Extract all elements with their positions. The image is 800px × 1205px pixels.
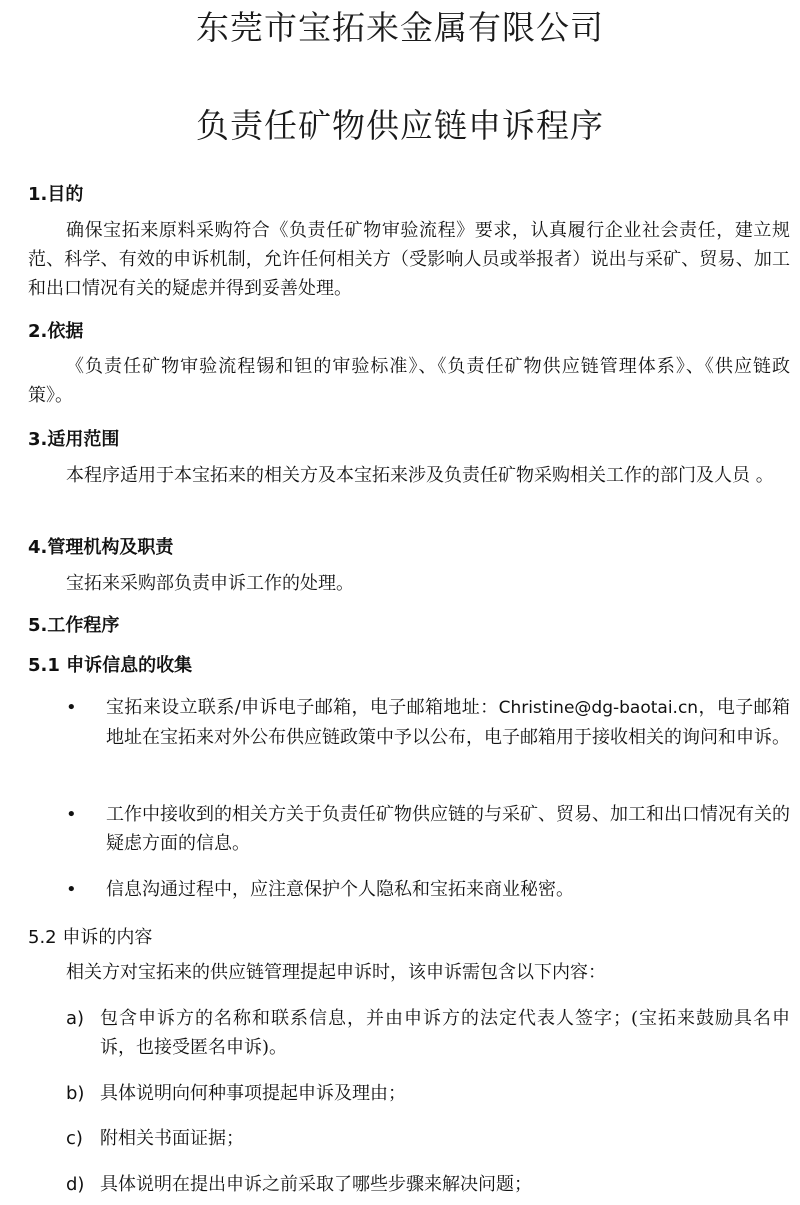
section-3-heading: 3.适用范围	[28, 429, 120, 450]
bullet-text	[106, 693, 790, 752]
section-1-heading: 1.目的	[28, 184, 84, 205]
section-4-text: 宝拓来采购部负责申诉工作的处理。	[66, 573, 354, 594]
bullet-text-pre: 宝拓来设立联系/申诉电子邮箱，电子邮箱地址：	[106, 697, 499, 718]
bullet-dot-icon: •	[66, 804, 77, 825]
section-4-heading: 4.管理机构及职责	[28, 537, 174, 558]
email-address: Christine@dg-baotai.cn	[498, 698, 699, 718]
bullet-text: 信息沟通过程中，应注意保护个人隐私和宝拓来商业秘密。	[106, 879, 574, 900]
bullet-dot-icon: •	[66, 879, 77, 900]
bullet-dot-icon: •	[66, 697, 77, 718]
section-2-heading: 2.依据	[28, 321, 84, 342]
bullet-text-post: ，电子邮箱地址在宝拓来对外公布供应链政策中予以公布，电子邮箱用于接收相关的询问和申诉。	[106, 697, 791, 748]
section-1-text: 确保宝拓来原料采购符合《负责任矿物审验流程》要求，认真履行企业社会责任，建立规范、科学、有效的申诉机制，允许任何相关方（受影响人员或举报者）说出与采矿、贸易、加工和出口情况有关的疑虑并得到妥善处理。	[28, 220, 790, 299]
section-5-1-heading: 5.1 申诉信息的收集	[28, 655, 193, 676]
company-name: 东莞市宝拓来金属有限公司	[196, 8, 604, 47]
list-marker: c)	[66, 1128, 83, 1149]
list-item-text: 具体说明向何种事项提起申诉及理由；	[100, 1083, 406, 1104]
section-5-heading: 5.工作程序	[28, 615, 120, 636]
list-item-text: 包含申诉方的名称和联系信息，并由申诉方的法定代表人签字；(宝拓来鼓励具名申诉，也接受匿名申诉)。	[100, 1008, 790, 1058]
bullet-text: 工作中接收到的相关方关于负责任矿物供应链的与采矿、贸易、加工和出口情况有关的疑虑方面的信息。	[106, 804, 790, 854]
document-title: 负责任矿物供应链申诉程序	[196, 106, 604, 145]
list-item-text: 具体说明在提出申诉之前采取了哪些步骤来解决问题；	[100, 1174, 532, 1195]
list-marker: a)	[66, 1008, 85, 1029]
list-marker: b)	[66, 1083, 85, 1104]
section-3-text: 本程序适用于本宝拓来的相关方及本宝拓来涉及负责任矿物采购相关工作的部门及人员 。	[66, 465, 774, 486]
list-item-text: 附相关书面证据；	[100, 1128, 244, 1149]
section-5-2-heading: 5.2 申诉的内容	[28, 927, 153, 948]
section-2-text: 《负责任矿物审验流程锡和钽的审验标准》、《负责任矿物供应链管理体系》、《供应链政策》。	[28, 356, 790, 406]
section-5-2-intro: 相关方对宝拓来的供应链管理提起申诉时，该申诉需包含以下内容：	[66, 962, 606, 983]
list-marker: d)	[66, 1174, 85, 1195]
